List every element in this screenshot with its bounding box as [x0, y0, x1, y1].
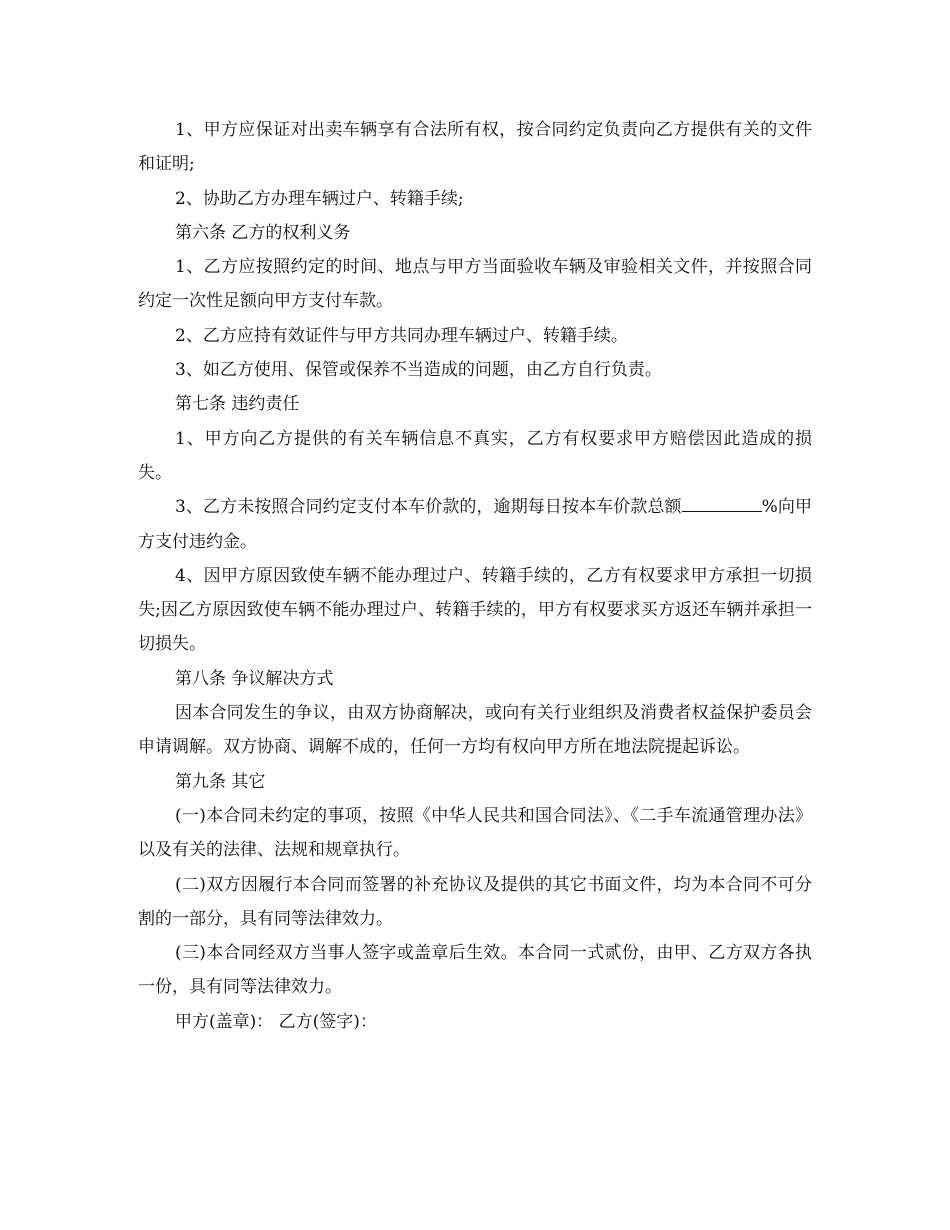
article-heading: 第九条 其它: [175, 771, 266, 792]
clause-paragraph: 4、因甲方原因致使车辆不能办理过户、转籍手续的，乙方有权要求甲方承担一切损失;因乙方原因致使车辆不能办理过户、转籍手续的，甲方有权要求买方返还车辆并承担一切损失。: [138, 565, 812, 655]
clause-paragraph: 2、乙方应持有效证件与甲方共同办理车辆过户、转籍手续。: [175, 325, 628, 346]
penalty-clause-paragraph: [138, 490, 812, 559]
clause-paragraph: 1、乙方应按照约定的时间、地点与甲方当面验收车辆及审验相关文件，并按照合同约定一次性足额向甲方支付车款。: [138, 257, 812, 312]
penalty-clause-before: 3、乙方未按照合同约定支付本车价款的，逾期每日按本车价款总额: [175, 497, 682, 518]
article-heading: 第七条 违约责任: [175, 394, 300, 415]
penalty-clause-after: %向甲方支付违约金。: [138, 497, 812, 552]
penalty-rate-blank: [682, 497, 762, 512]
clause-paragraph: 1、甲方向乙方提供的有关车辆信息不真实，乙方有权要求甲方赔偿因此造成的损失。: [138, 428, 812, 483]
article-heading: 第六条 乙方的权利义务: [175, 222, 351, 243]
clause-paragraph: 因本合同发生的争议，由双方协商解决，或向有关行业组织及消费者权益保护委员会申请调解。双方协商、调解不成的，任何一方均有权向甲方所在地法院提起诉讼。: [138, 703, 812, 758]
clause-paragraph: 2、协助乙方办理车辆过户、转籍手续;: [175, 188, 464, 209]
clause-paragraph: (一)本合同未约定的事项，按照《中华人民共和国合同法》、《二手车流通管理办法》以及有关的法律、法规和规章执行。: [138, 805, 812, 861]
clause-paragraph: 3、如乙方使用、保管或保养不当造成的问题，由乙方自行负责。: [175, 360, 662, 381]
clause-paragraph: 1、甲方应保证对出卖车辆享有合法所有权，按合同约定负责向乙方提供有关的文件和证明;: [138, 120, 812, 175]
clause-paragraph: (三)本合同经双方当事人签字或盖章后生效。本合同一式贰份，由甲、乙方双方各执一份，具有同等法律效力。: [138, 943, 812, 998]
clause-paragraph: (二)双方因履行本合同而签署的补充协议及提供的其它书面文件，均为本合同不可分割的一部分，具有同等法律效力。: [138, 874, 812, 929]
signature-line: 甲方(盖章)： 乙方(签字)：: [175, 1011, 377, 1032]
contract-page: [138, 113, 812, 1039]
article-heading: 第八条 争议解决方式: [175, 668, 334, 689]
